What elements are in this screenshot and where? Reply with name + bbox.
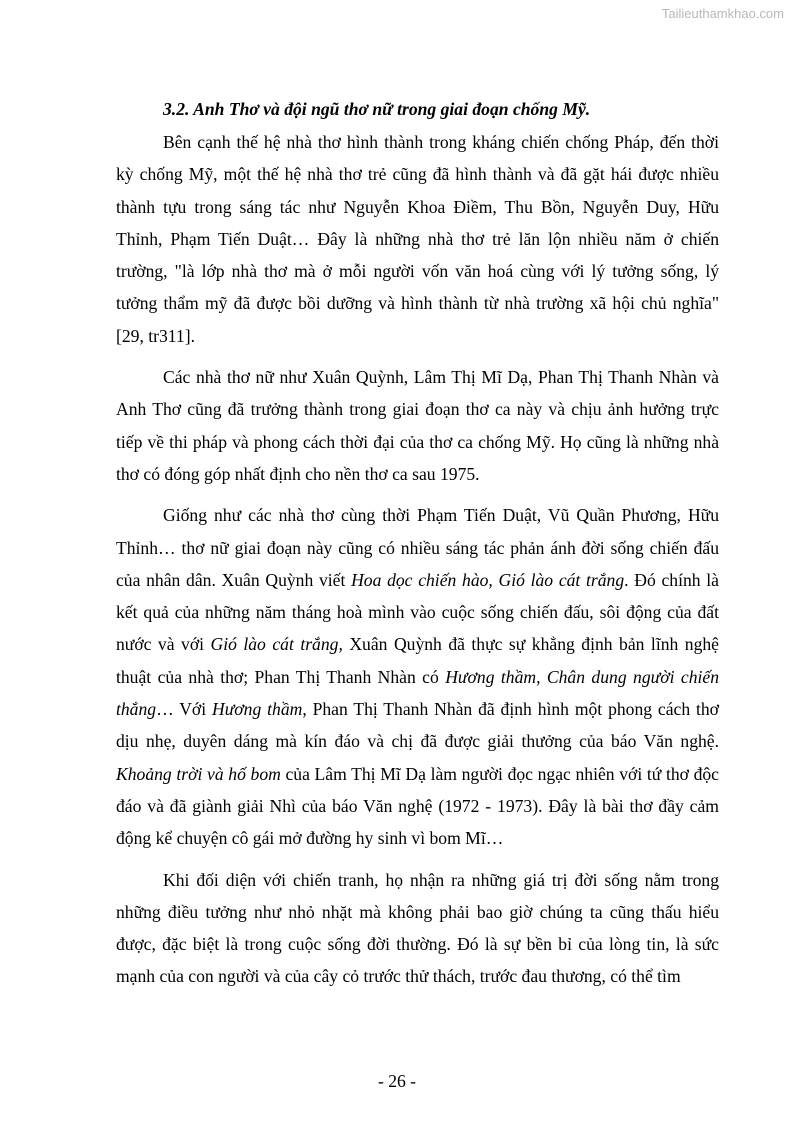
paragraph-3-text: của Lâm Thị Mĩ Dạ làm người đọc ngạc nhiên với tứ thơ độc đáo và đã giành giải Nhì của báo Văn nghệ (1972 - 1973). Đây là bài thơ đầy cảm động kể chuyện cô gái mở đường hy sinh vì bom Mĩ… bbox=[116, 763, 719, 849]
paragraph-3-text: Giống như các nhà thơ cùng thời Phạm Tiến Duật, Vũ Quần Phương, Hữu Thỉnh… thơ nữ giai đoạn này cũng có nhiều sáng tác phản ánh đời sống chiến đấu của nhân dân. Xuân Quỳnh viết bbox=[116, 505, 719, 590]
work-title: Hương thầm, Chân dung người chiến thắng bbox=[116, 666, 719, 720]
work-title: Gió lào cát trắng, bbox=[210, 634, 343, 655]
work-title: Khoảng trời và hố bom bbox=[116, 763, 281, 784]
page-number: - 26 - bbox=[377, 1071, 417, 1091]
work-title: Hoa dọc chiến hào, Gió lào cát trắng bbox=[351, 569, 625, 590]
paragraph-2: Các nhà thơ nữ như Xuân Quỳnh, Lâm Thị Mĩ Dạ, Phan Thị Thanh Nhàn và Anh Thơ cũng đã trưởng thành trong giai đoạn thơ ca này và chịu ảnh hưởng trực tiếp về thi pháp và phong cách thời đại của thơ ca chống Mỹ. Họ cũng là những nhà thơ có đóng góp nhất định cho nền thơ ca sau 1975. bbox=[116, 367, 719, 484]
section-heading: 3.2. Anh Thơ và đội ngũ thơ nữ trong giai đoạn chống Mỹ. bbox=[163, 99, 591, 119]
watermark: Tailieuthamkhao.com bbox=[661, 6, 784, 21]
paragraph-3-text: . Đó chính là kết quả của những năm tháng hoà mình vào cuộc sống chiến đấu, sôi động của đất nước và với bbox=[116, 569, 719, 655]
paragraph-3-text: … Với bbox=[156, 699, 212, 720]
work-title: Hương thầm bbox=[211, 699, 303, 720]
page-content bbox=[116, 93, 719, 993]
paragraph-3 bbox=[116, 499, 719, 854]
paragraph-1: Bên cạnh thế hệ nhà thơ hình thành trong kháng chiến chống Pháp, đến thời kỳ chống Mỹ, một thế hệ nhà thơ trẻ cũng đã hình thành và đã gặt hái được nhiều thành tựu trong sáng tác như Nguyễn Khoa Điềm, Thu Bồn, Nguyễn Duy, Hữu Thỉnh, Phạm Tiến Duật… Đây là những nhà thơ trẻ lăn lộn nhiều năm ở chiến trường, "là lớp nhà thơ mà ở mỗi người vốn văn hoá cùng với lý tưởng sống, lý tưởng thẩm mỹ đã được bồi dưỡng và hình thành từ nhà trường xã hội chủ nghĩa" [29, tr311]. bbox=[116, 132, 719, 346]
paragraph-4: Khi đối diện với chiến tranh, họ nhận ra những giá trị đời sống nằm trong những điều tưởng như nhỏ nhặt mà không phải bao giờ chúng ta cũng thấu hiểu được, đặc biệt là trong cuộc sống đời thường. Đó là sự bền bỉ của lòng tin, là sức mạnh của con người và của cây cỏ trước thử thách, trước đau thương, có thể tìm bbox=[116, 869, 719, 987]
paragraph-3-text: , Phan Thị Thanh Nhàn đã định hình một phong cách thơ dịu nhẹ, duyên dáng mà kín đáo và chị đã được giải thưởng của báo Văn nghệ. bbox=[116, 699, 719, 752]
paragraph-3-text: Xuân Quỳnh đã thực sự khẳng định bản lĩnh nghệ thuật của nhà thơ; Phan Thị Thanh Nhàn có bbox=[116, 634, 719, 687]
